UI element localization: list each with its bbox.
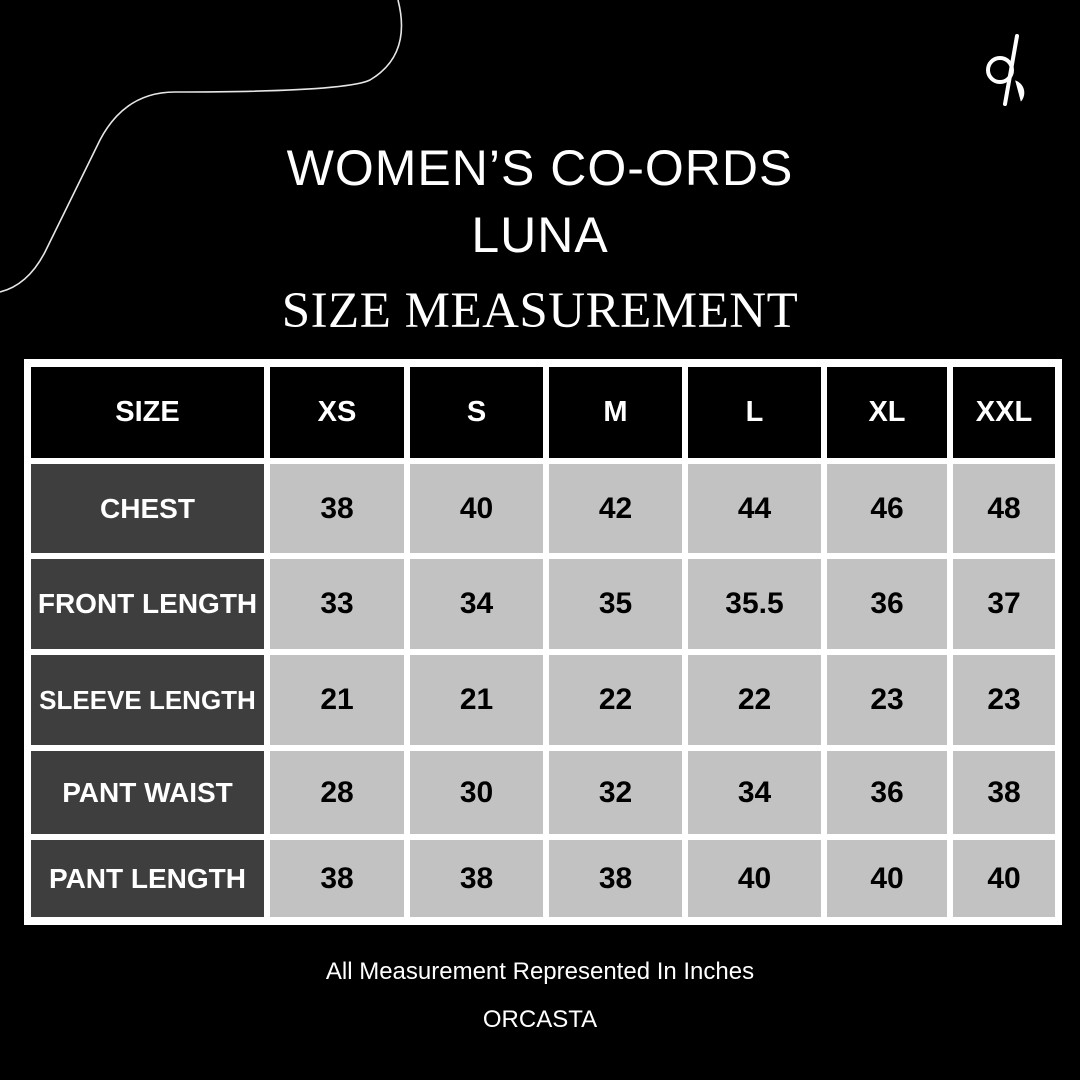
sleeve-length-m-value: 22 — [549, 655, 682, 745]
pant-waist-xxl-value: 38 — [953, 751, 1055, 834]
brand-name: ORCASTA — [482, 1006, 598, 1033]
chest-s-value: 40 — [410, 464, 543, 553]
size-header-l: L — [688, 367, 821, 458]
chest-l-value: 44 — [688, 464, 821, 553]
measurement-note: All Measurement Represented In Inches — [325, 958, 755, 985]
pant-waist-s-value: 30 — [410, 751, 543, 834]
sleeve-length-xxl-value: 23 — [953, 655, 1055, 745]
chest-xs-value: 38 — [270, 464, 404, 553]
page-title-line2: LUNA — [471, 207, 609, 263]
page-title-line1: WOMEN’S CO-ORDS — [286, 140, 794, 196]
front-length-xl-value: 36 — [827, 559, 947, 649]
sleeve-length-xs-value: 21 — [270, 655, 404, 745]
chest-m-value: 42 — [549, 464, 682, 553]
pant-length-l-value: 40 — [688, 840, 821, 917]
row-label-pant-waist: PANT WAIST — [31, 751, 264, 834]
pant-waist-m-value: 32 — [549, 751, 682, 834]
pant-waist-xl-value: 36 — [827, 751, 947, 834]
pant-length-xxl-value: 40 — [953, 840, 1055, 917]
pant-length-xs-value: 38 — [270, 840, 404, 917]
row-label-sleeve-length: SLEEVE LENGTH — [31, 655, 264, 745]
pant-length-m-value: 38 — [549, 840, 682, 917]
front-length-s-value: 34 — [410, 559, 543, 649]
sleeve-length-xl-value: 23 — [827, 655, 947, 745]
pant-waist-xs-value: 28 — [270, 751, 404, 834]
pant-length-s-value: 38 — [410, 840, 543, 917]
page-subtitle: SIZE MEASUREMENT — [281, 283, 799, 339]
row-label-pant-length: PANT LENGTH — [31, 840, 264, 917]
sleeve-length-l-value: 22 — [688, 655, 821, 745]
size-header-corner: SIZE — [31, 367, 264, 458]
chest-xl-value: 46 — [827, 464, 947, 553]
size-chart-table — [24, 359, 1062, 925]
front-length-m-value: 35 — [549, 559, 682, 649]
size-header-m: M — [549, 367, 682, 458]
orcasta-monogram-icon — [975, 30, 1045, 110]
pant-waist-l-value: 34 — [688, 751, 821, 834]
row-label-chest: CHEST — [31, 464, 264, 553]
size-header-xs: XS — [270, 367, 404, 458]
size-header-s: S — [410, 367, 543, 458]
size-header-xxl: XXL — [953, 367, 1055, 458]
sleeve-length-s-value: 21 — [410, 655, 543, 745]
row-label-front-length: FRONT LENGTH — [31, 559, 264, 649]
front-length-xxl-value: 37 — [953, 559, 1055, 649]
chest-xxl-value: 48 — [953, 464, 1055, 553]
front-length-l-value: 35.5 — [688, 559, 821, 649]
size-header-xl: XL — [827, 367, 947, 458]
pant-length-xl-value: 40 — [827, 840, 947, 917]
front-length-xs-value: 33 — [270, 559, 404, 649]
